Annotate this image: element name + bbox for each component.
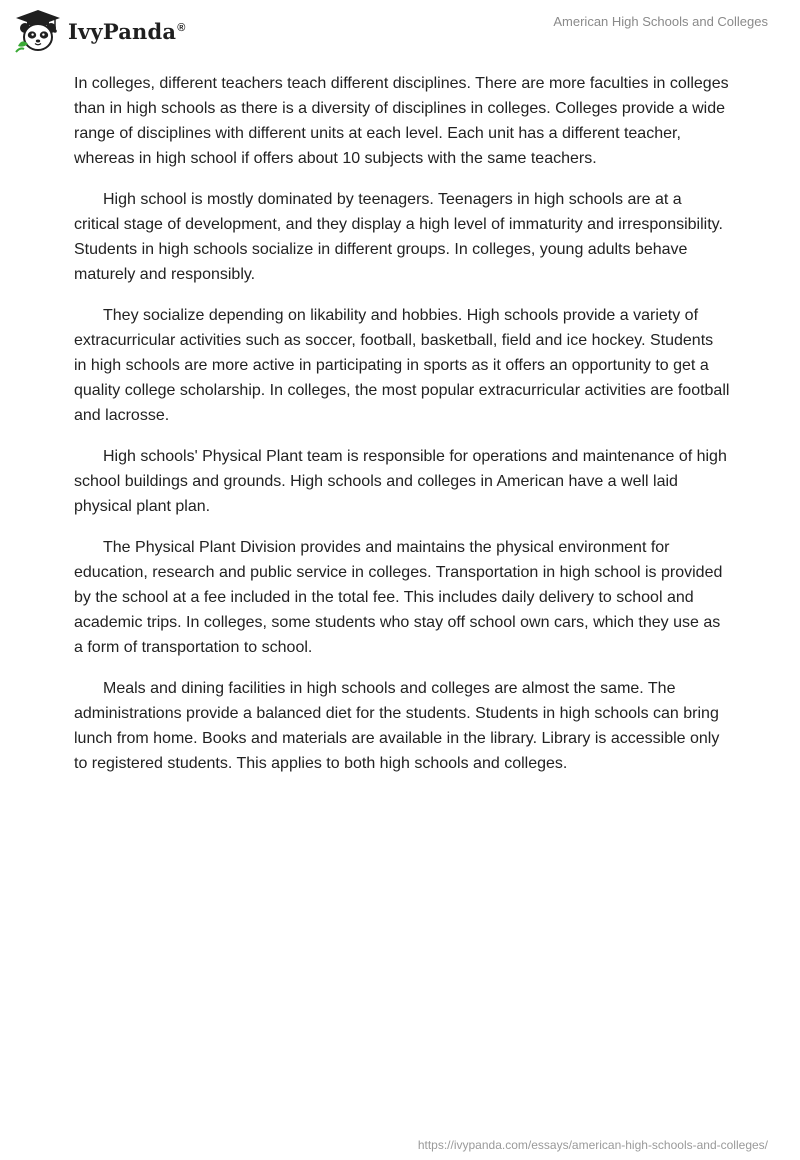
source-url-link[interactable]: https://ivypanda.com/essays/american-high-schools-and-colleges/ [417, 1138, 768, 1152]
paragraph-4: High schools' Physical Plant team is responsible for operations and maintenance of high school buildings and grounds. High schools and colleges in American have a well laid physical plant plan. [74, 448, 727, 515]
essay-body [74, 71, 730, 792]
paragraph-6: Meals and dining facilities in high schools and colleges are almost the same. The administrations provide a balanced diet for the students. Students in high schools can bring lunch from home. Books and materials are available in the library. Library is accessible only to registered students. This applies to both high schools and colleges. [74, 680, 720, 772]
paragraph-1: In colleges, different teachers teach different disciplines. There are more faculties in colleges than in high schools as there is a diversity of disciplines in colleges. Colleges provide a wide range of disciplines with different units at each level. Each unit has a different teacher, whereas in high school if offers about 10 subjects with the same teachers. [74, 75, 729, 167]
page-header [0, 0, 800, 64]
ivypanda-logo[interactable] [14, 8, 186, 54]
document-title: American High Schools and Colleges [553, 14, 768, 29]
paragraph-2: High school is mostly dominated by teenagers. Teenagers in high schools are at a critical stage of development, and they display a high level of immaturity and irresponsibility. Students in high schools socialize in different groups. In colleges, young adults behave maturely and responsibly. [74, 191, 723, 283]
brand-name: IvyPanda® [68, 18, 186, 44]
panda-mascot-icon [14, 8, 62, 54]
registered-mark: ® [177, 21, 186, 34]
paragraph-3: They socialize depending on likability and hobbies. High schools provide a variety of extracurricular activities such as soccer, football, basketball, field and ice hockey. Students in high schools are more active in participating in sports as it offers an opportunity to get a quality college scholarship. In colleges, the most popular extracurricular activities are football and lacrosse. [74, 307, 730, 424]
paragraph-5: The Physical Plant Division provides and maintains the physical environment for education, research and public service in colleges. Transportation in high school is provided by the school at a fee included in the total fee. This includes daily delivery to school and academic trips. In colleges, some students who stay off school own cars, which they use as a form of transportation to school. [74, 539, 723, 656]
